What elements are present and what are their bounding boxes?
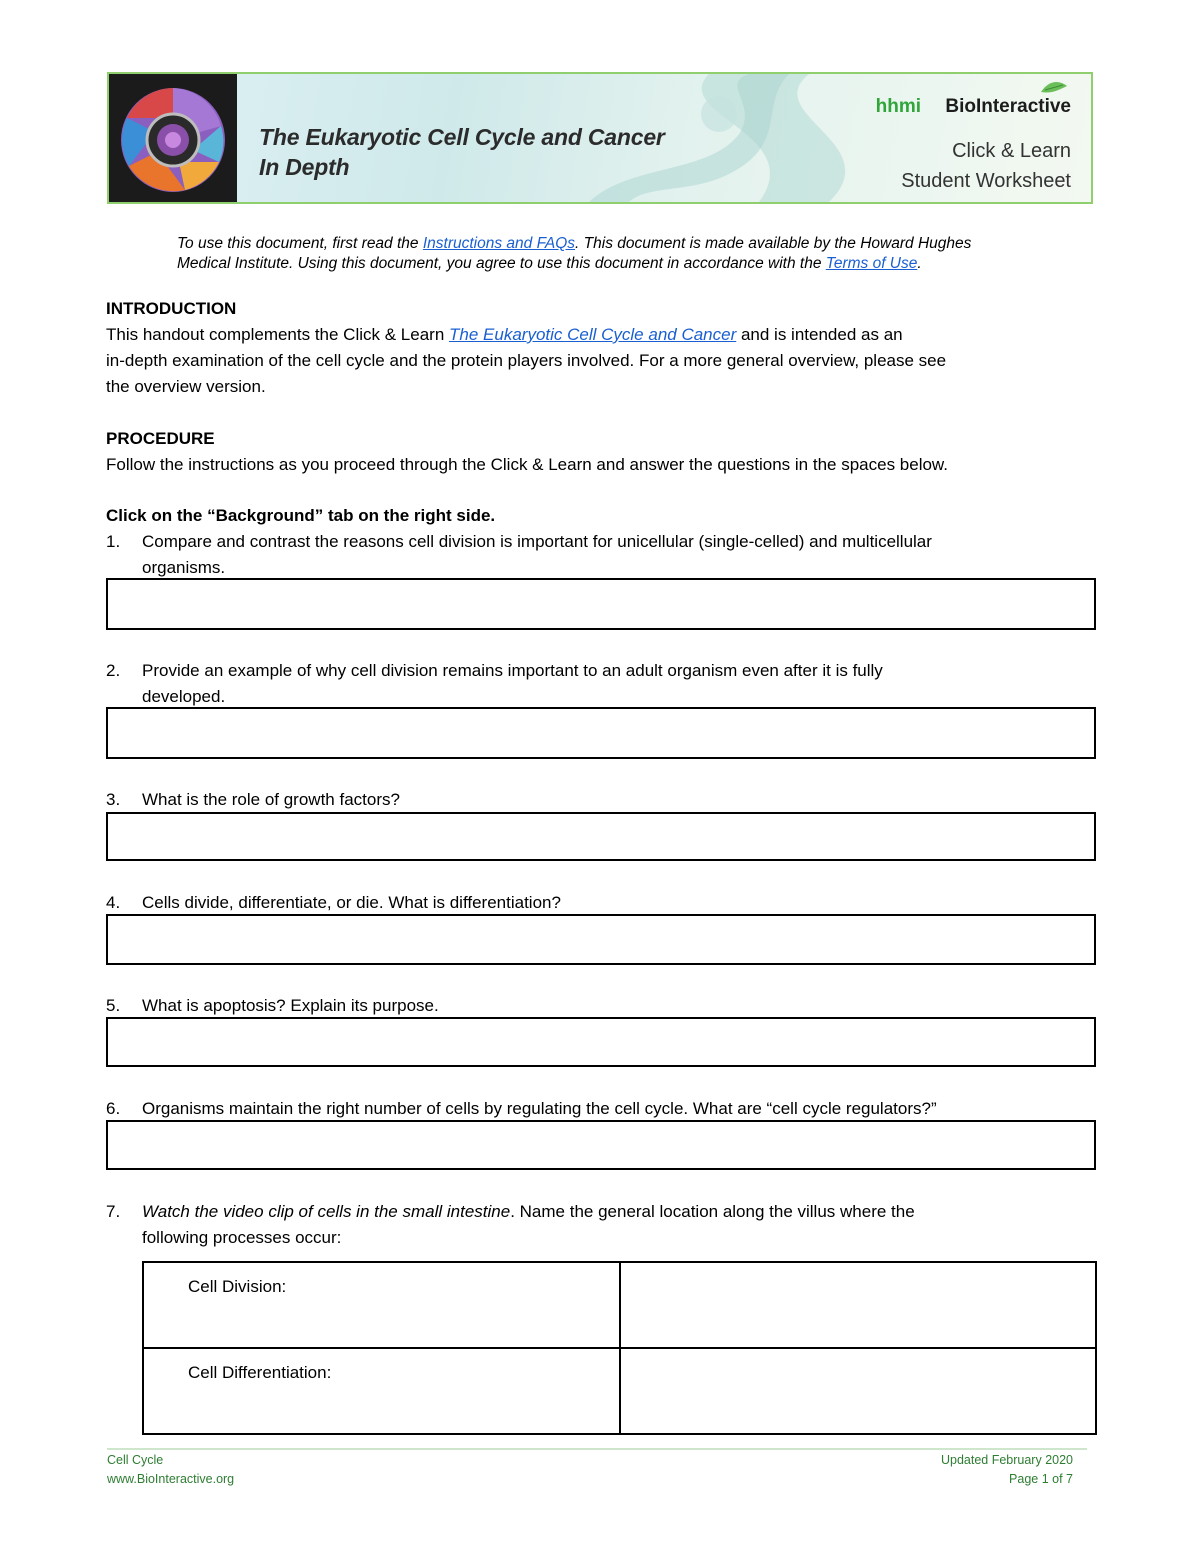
cell-division-answer[interactable] bbox=[620, 1262, 1097, 1348]
question-2-line2: developed. bbox=[142, 687, 226, 706]
question-4-number: 4. bbox=[106, 893, 121, 912]
question-3-line1: What is the role of growth factors? bbox=[142, 790, 400, 809]
hhmi-logo-text: hhmi bbox=[875, 96, 921, 117]
usage-note-line1 bbox=[177, 234, 1097, 254]
terms-of-use-link[interactable]: Terms of Use bbox=[825, 255, 918, 272]
usage-note-text: Medical Institute. Using this document, you agree to use this document in accordance with the bbox=[177, 255, 826, 272]
biointeractive-logo-text: BioInteractive bbox=[945, 96, 1071, 117]
student-worksheet-label: Student Worksheet bbox=[901, 170, 1071, 192]
introduction-heading: INTRODUCTION bbox=[106, 299, 237, 318]
footer-divider bbox=[107, 1448, 1087, 1450]
usage-note-text: . bbox=[917, 255, 922, 272]
cell-differentiation-label: Cell Differentiation: bbox=[143, 1348, 620, 1434]
intro-text: This handout complements the Click & Learn bbox=[106, 325, 450, 344]
question-7-number: 7. bbox=[106, 1202, 121, 1221]
procedure-text: Follow the instructions as you proceed through the Click & Learn and answer the questions in the spaces below. bbox=[106, 455, 948, 474]
footer-website: www.BioInteractive.org bbox=[107, 1472, 235, 1486]
answer-box-1[interactable] bbox=[106, 578, 1096, 630]
question-1-line1: Compare and contrast the reasons cell division is important for unicellular (single-celled) and multicellular bbox=[142, 532, 932, 551]
question-5-line1: What is apoptosis? Explain its purpose. bbox=[142, 996, 439, 1015]
introduction-line1 bbox=[106, 322, 1096, 348]
question-7-text: . Name the general location along the villus where the bbox=[510, 1202, 915, 1221]
usage-note-text: To use this document, first read the bbox=[177, 235, 423, 252]
header-banner bbox=[107, 72, 1093, 204]
video-clip-instruction: Watch the video clip of cells in the small intestine bbox=[142, 1202, 511, 1221]
question-2-number: 2. bbox=[106, 661, 121, 680]
cell-division-label: Cell Division: bbox=[143, 1262, 620, 1348]
answer-box-5[interactable] bbox=[106, 1017, 1096, 1067]
cell-differentiation-answer[interactable] bbox=[620, 1348, 1097, 1434]
worksheet-title-line2: In Depth bbox=[259, 154, 350, 180]
table-row bbox=[143, 1348, 1096, 1434]
question-1-line2: organisms. bbox=[142, 558, 226, 577]
footer-updated-date: Updated February 2020 bbox=[940, 1453, 1073, 1467]
answer-box-6[interactable] bbox=[106, 1120, 1096, 1170]
question-4-line1: Cells divide, differentiate, or die. What is differentiation? bbox=[142, 893, 561, 912]
usage-note-line2 bbox=[177, 254, 1097, 274]
procedure-heading: PROCEDURE bbox=[106, 429, 215, 448]
table-row bbox=[143, 1262, 1096, 1348]
villus-process-table bbox=[142, 1261, 1097, 1435]
answer-box-3[interactable] bbox=[106, 812, 1096, 861]
worksheet-title-line1: The Eukaryotic Cell Cycle and Cancer bbox=[259, 124, 665, 150]
instructions-faqs-link[interactable]: Instructions and FAQs bbox=[422, 235, 576, 252]
click-and-learn-link[interactable]: The Eukaryotic Cell Cycle and Cancer bbox=[449, 325, 737, 344]
introduction-line2: in-depth examination of the cell cycle and the protein players involved. For a more general overview, please see bbox=[106, 351, 947, 370]
answer-box-4[interactable] bbox=[106, 914, 1096, 965]
answer-box-2[interactable] bbox=[106, 707, 1096, 759]
leaf-logo-icon bbox=[1039, 78, 1069, 96]
footer-subject: Cell Cycle bbox=[107, 1453, 164, 1467]
cell-cycle-diagram-image bbox=[109, 74, 237, 202]
question-2-line1: Provide an example of why cell division remains important to an adult organism even after it is fully bbox=[142, 661, 883, 680]
question-7-line2: following processes occur: bbox=[142, 1228, 342, 1247]
introduction-line3: the overview version. bbox=[106, 377, 266, 396]
usage-note-text: . This document is made available by the Howard Hughes bbox=[575, 235, 972, 252]
question-5-number: 5. bbox=[106, 996, 121, 1015]
question-6-line1: Organisms maintain the right number of cells by regulating the cell cycle. What are “cell cycle regulators?” bbox=[142, 1099, 937, 1118]
click-and-learn-label: Click & Learn bbox=[952, 140, 1071, 162]
question-3-number: 3. bbox=[106, 790, 121, 809]
intro-text: and is intended as an bbox=[736, 325, 903, 344]
question-7-line1 bbox=[142, 1199, 1082, 1225]
question-1-number: 1. bbox=[106, 532, 121, 551]
footer-page-number: Page 1 of 7 bbox=[1009, 1472, 1073, 1486]
background-tab-instruction: Click on the “Background” tab on the right side. bbox=[106, 506, 496, 525]
question-6-number: 6. bbox=[106, 1099, 121, 1118]
